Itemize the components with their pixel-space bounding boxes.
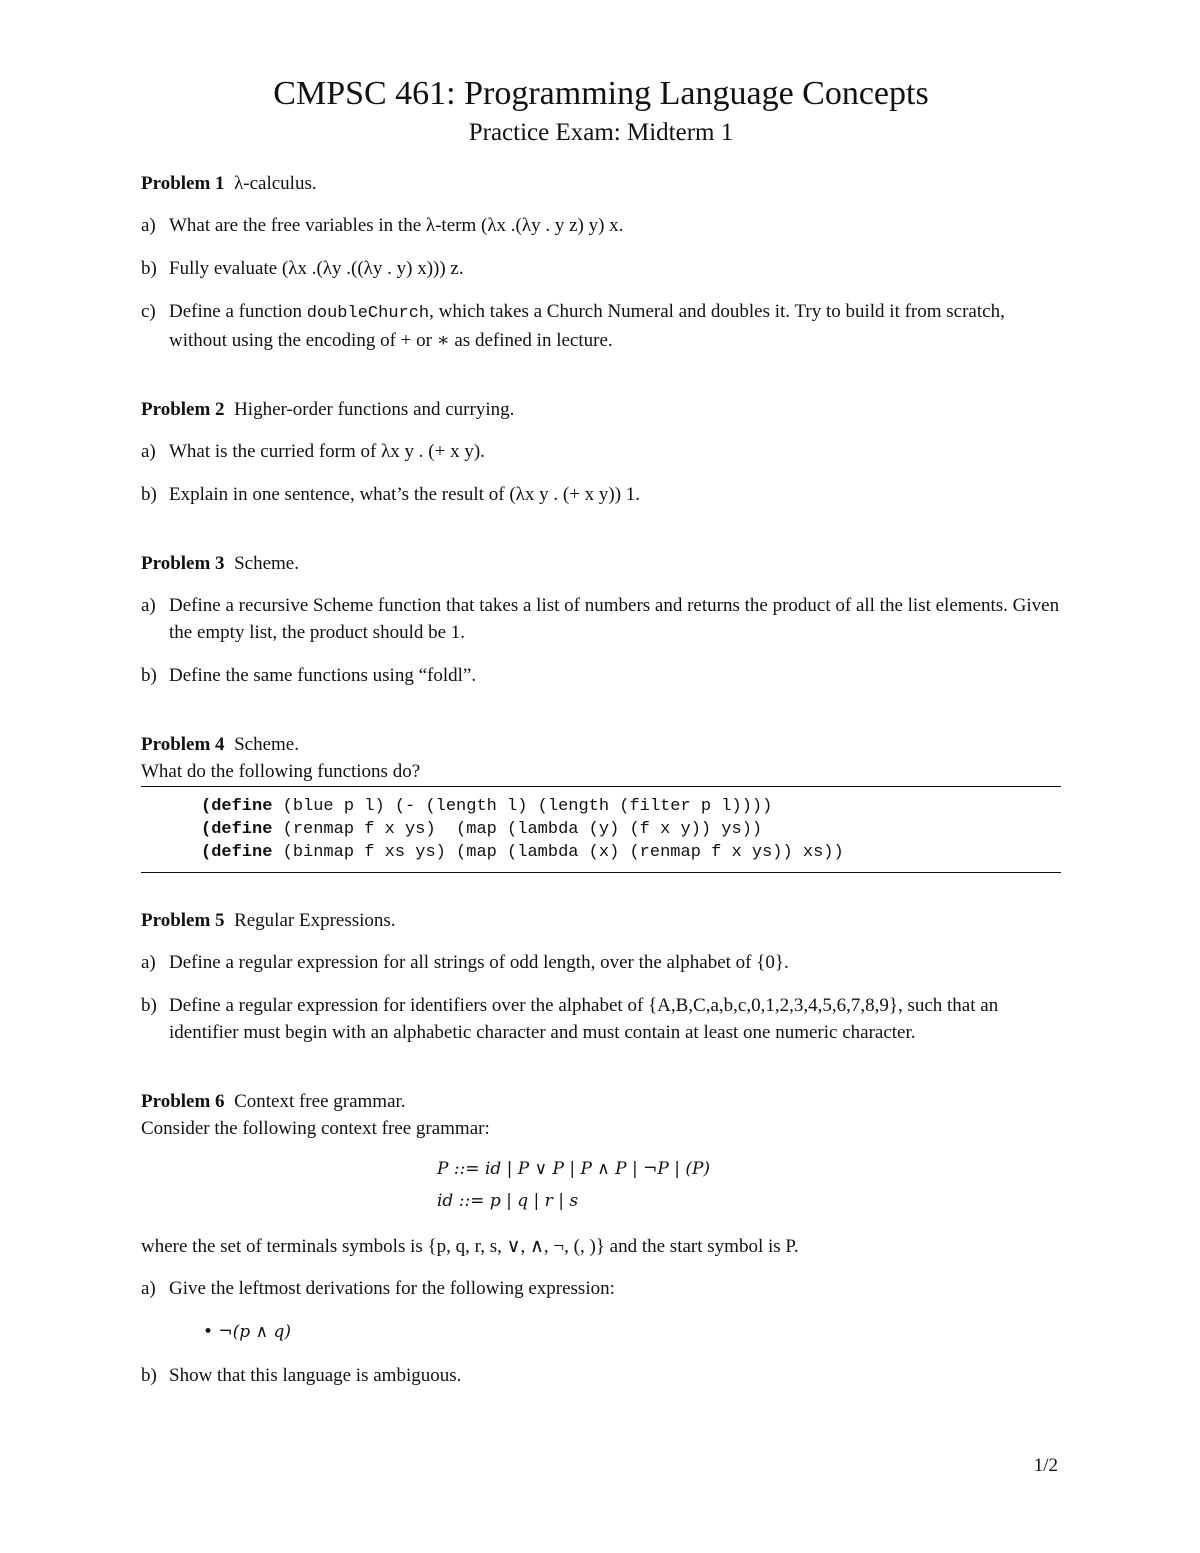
question-label: b) bbox=[141, 995, 157, 1016]
question-text: Define a regular expression for identifiers over the alphabet of {A,B,C,a,b,c,0,1,2,3,4,5,6,7,8,9}, such that an identifier must begin with an alphabetic character and must contain at least one numeric character. bbox=[169, 995, 999, 1043]
page-title: CMPSC 461: Programming Language Concepts bbox=[273, 75, 929, 112]
question-label: a) bbox=[141, 441, 156, 462]
code-line bbox=[201, 795, 1061, 818]
question-label: a) bbox=[141, 595, 156, 616]
problem-topic: λ-calculus. bbox=[234, 173, 317, 194]
code-line bbox=[201, 818, 1061, 841]
question-3a bbox=[141, 592, 1061, 646]
question-label: a) bbox=[141, 952, 156, 973]
question-label: b) bbox=[141, 258, 157, 279]
problem-2 bbox=[141, 398, 1061, 508]
problem-4 bbox=[141, 733, 1061, 873]
grammar-rule: id ::= p | q | r | s bbox=[437, 1191, 579, 1211]
grammar-rule: P ::= id | P ∨ P | P ∧ P | ¬P | (P) bbox=[437, 1159, 711, 1179]
question-text: Define the same functions using “foldl”. bbox=[169, 665, 477, 686]
exam-page bbox=[141, 72, 1061, 1389]
question-1a bbox=[141, 212, 1061, 239]
code-block bbox=[141, 786, 1061, 873]
question-label: a) bbox=[141, 1278, 156, 1299]
question-text: Show that this language is ambiguous. bbox=[169, 1365, 462, 1386]
bullet-expression: • ¬(p ∧ q) bbox=[203, 1322, 291, 1342]
code-identifier: doubleChurch bbox=[306, 304, 430, 323]
problem-topic: Higher-order functions and currying. bbox=[234, 399, 515, 420]
page-subtitle: Practice Exam: Midterm 1 bbox=[468, 119, 734, 146]
code-body: (renmap f x ys) (map (lambda (y) (f x y)) ys)) bbox=[272, 820, 763, 839]
question-text: Give the leftmost derivations for the following expression: bbox=[169, 1278, 615, 1299]
problem-intro: Consider the following context free grammar: bbox=[141, 1118, 490, 1139]
question-6b bbox=[141, 1362, 1061, 1389]
problem-label: Problem 5 bbox=[141, 910, 225, 931]
problem-5 bbox=[141, 909, 1061, 1046]
code-body: (blue p l) (- (length l) (length (filter p l)))) bbox=[272, 797, 773, 816]
question-text: Define a regular expression for all strings of odd length, over the alphabet of {0}. bbox=[169, 952, 789, 973]
problem-label: Problem 3 bbox=[141, 553, 225, 574]
question-2a bbox=[141, 438, 1061, 465]
question-text: , which takes a Church Numeral and doubles it. Try to build it from scratch, without using the encoding of + or ∗ as defined in lecture. bbox=[169, 301, 1005, 351]
grammar-block bbox=[437, 1153, 1061, 1217]
question-3b bbox=[141, 662, 1061, 689]
question-label: b) bbox=[141, 1365, 157, 1386]
problem-topic: Regular Expressions. bbox=[234, 910, 396, 931]
question-6a bbox=[141, 1275, 1061, 1302]
problem-heading bbox=[141, 172, 1061, 196]
problem-label: Problem 2 bbox=[141, 399, 225, 420]
problem-topic: Scheme. bbox=[234, 553, 299, 574]
question-text: Fully evaluate (λx .(λy .((λy . y) x))) z. bbox=[169, 258, 464, 279]
question-text: Define a function bbox=[169, 301, 307, 322]
question-1b bbox=[141, 255, 1061, 282]
problem-heading bbox=[141, 398, 1061, 422]
question-5b bbox=[141, 992, 1061, 1046]
question-label: c) bbox=[141, 301, 156, 322]
problem-heading bbox=[141, 1090, 1061, 1114]
question-label: b) bbox=[141, 484, 157, 505]
problem-6 bbox=[141, 1090, 1061, 1389]
question-text: What are the free variables in the λ-term (λx .(λy . y z) y) x. bbox=[169, 215, 624, 236]
problem-label: Problem 4 bbox=[141, 734, 225, 755]
page-number: 1/2 bbox=[1033, 1455, 1058, 1476]
question-label: b) bbox=[141, 665, 157, 686]
problem-3 bbox=[141, 552, 1061, 689]
code-body: (binmap f xs ys) (map (lambda (x) (renmap f x ys)) xs)) bbox=[272, 843, 844, 862]
problem-label: Problem 6 bbox=[141, 1091, 225, 1112]
code-line bbox=[201, 841, 1061, 864]
problem-1 bbox=[141, 172, 1061, 354]
problem-heading bbox=[141, 733, 1061, 757]
code-keyword: (define bbox=[201, 820, 273, 839]
code-keyword: (define bbox=[201, 797, 273, 816]
bullet-item bbox=[203, 1318, 1061, 1346]
question-2b bbox=[141, 481, 1061, 508]
question-1c bbox=[141, 298, 1061, 354]
problem-heading bbox=[141, 909, 1061, 933]
problem-topic: Context free grammar. bbox=[234, 1091, 406, 1112]
question-text: Define a recursive Scheme function that takes a list of numbers and returns the product of all the list elements. Given the empty list, the product should be 1. bbox=[169, 595, 1060, 643]
problem-label: Problem 1 bbox=[141, 173, 225, 194]
code-keyword: (define bbox=[201, 843, 273, 862]
question-text: What is the curried form of λx y . (+ x y). bbox=[169, 441, 485, 462]
question-5a bbox=[141, 949, 1061, 976]
problem-intro: What do the following functions do? bbox=[141, 761, 421, 782]
question-label: a) bbox=[141, 215, 156, 236]
question-text: Explain in one sentence, what’s the result of (λx y . (+ x y)) 1. bbox=[169, 484, 641, 505]
problem-topic: Scheme. bbox=[234, 734, 299, 755]
terminals-text: where the set of terminals symbols is {p, q, r, s, ∨, ∧, ¬, (, )} and the start symbol is P. bbox=[141, 1236, 799, 1257]
problem-heading bbox=[141, 552, 1061, 576]
